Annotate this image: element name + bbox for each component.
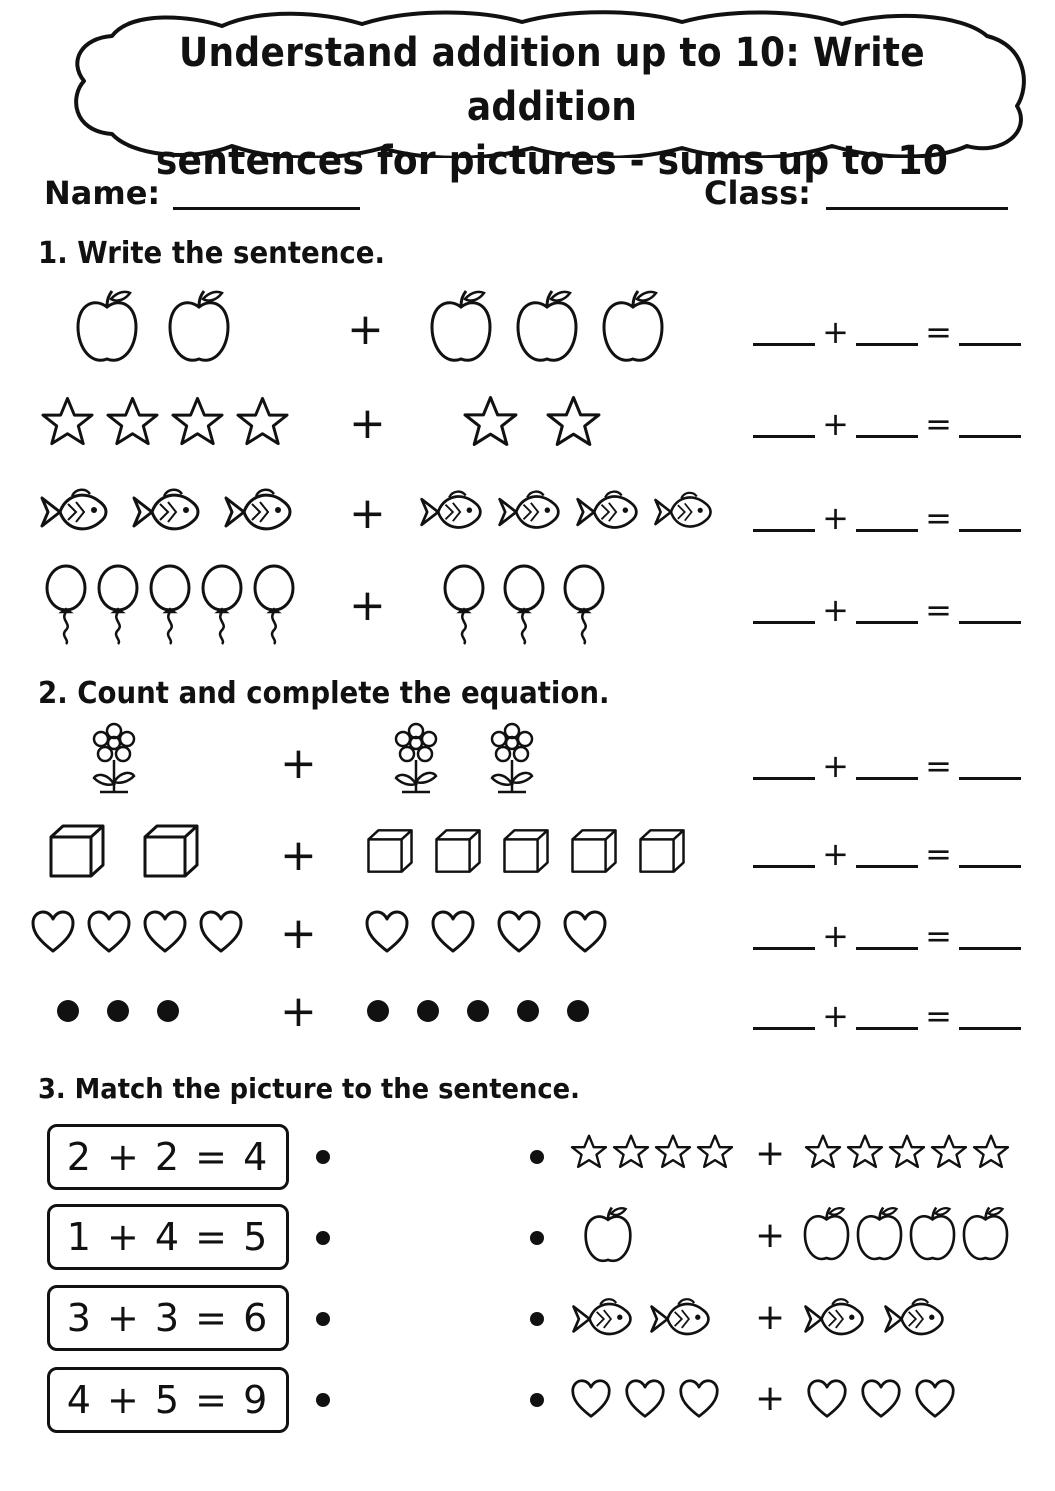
right-group [428, 288, 666, 368]
flower-icon [486, 722, 538, 796]
heart-icon [624, 1378, 666, 1420]
plus-sign: + [280, 986, 317, 1037]
star-icon [930, 1132, 968, 1172]
fish-icon [882, 1294, 946, 1344]
answer-sentence [753, 404, 1021, 444]
heart-icon [496, 909, 542, 955]
star-icon [105, 394, 160, 450]
cube-icon [48, 823, 106, 879]
answer-blank[interactable] [856, 1027, 918, 1030]
match-point-left[interactable] [316, 1231, 330, 1245]
equals-sign: = [925, 591, 952, 629]
heart-icon [430, 909, 476, 955]
match-picture-hearts-left [570, 1378, 720, 1420]
left-group [30, 906, 244, 958]
fish-icon [222, 484, 294, 540]
answer-sentence [753, 996, 1021, 1036]
answer-blank[interactable] [959, 947, 1021, 950]
balloon-icon [440, 564, 488, 646]
answer-blank[interactable] [856, 435, 918, 438]
equals-sign: = [925, 499, 952, 537]
section-3-title: 3. Match the picture to the sentence. [38, 1072, 580, 1105]
balloon-icon [198, 564, 246, 646]
heart-icon [30, 909, 76, 955]
fish-icon [570, 1294, 634, 1344]
section-1-row-fish [0, 482, 1055, 572]
dot-icon [566, 999, 590, 1023]
dot-icon [156, 999, 180, 1023]
match-picture-stars-left [570, 1132, 734, 1172]
cube-icon [502, 825, 550, 877]
plus-sign: + [280, 830, 317, 881]
plus-sign: + [822, 405, 849, 443]
plus-sign: + [347, 304, 384, 355]
title-line-1: Understand addition up to 10: Write addition [179, 30, 925, 130]
answer-blank[interactable] [959, 343, 1021, 346]
match-point-right[interactable] [530, 1150, 544, 1164]
plus-sign: + [822, 499, 849, 537]
plus-sign: + [349, 398, 386, 449]
match-point-right[interactable] [530, 1312, 544, 1326]
heart-icon [570, 1378, 612, 1420]
answer-sentence [753, 746, 1021, 786]
balloon-icon [500, 564, 548, 646]
plus-sign: + [755, 1133, 786, 1174]
flower-icon [88, 722, 140, 796]
cube-icon [366, 825, 414, 877]
star-icon [696, 1132, 734, 1172]
apple-icon [802, 1206, 851, 1264]
fish-icon [652, 484, 714, 540]
left-group [40, 390, 290, 454]
plus-sign: + [755, 1378, 786, 1419]
equals-sign: = [925, 917, 952, 955]
answer-blank[interactable] [959, 435, 1021, 438]
answer-blank[interactable] [959, 529, 1021, 532]
plus-sign: + [822, 835, 849, 873]
star-icon [170, 394, 225, 450]
answer-blank[interactable] [753, 777, 815, 780]
match-picture-hearts-right [806, 1378, 956, 1420]
section-2-row-cubes [0, 822, 1055, 912]
fish-icon [574, 484, 640, 540]
plus-sign: + [822, 591, 849, 629]
section-2-row-hearts [0, 906, 1055, 996]
match-picture-fish-right [802, 1294, 946, 1344]
equals-sign: = [925, 405, 952, 443]
match-picture-apples-right [802, 1206, 1010, 1264]
fish-icon [38, 484, 110, 540]
section-2-row-dots [0, 988, 1055, 1078]
dot-icon [416, 999, 440, 1023]
fish-icon [648, 1294, 712, 1344]
plus-sign: + [280, 738, 317, 789]
answer-sentence [753, 834, 1021, 874]
star-icon [40, 394, 95, 450]
match-point-right[interactable] [530, 1393, 544, 1407]
page-title [120, 26, 984, 188]
star-icon [846, 1132, 884, 1172]
star-icon [654, 1132, 692, 1172]
heart-icon [142, 909, 188, 955]
plus-sign: + [280, 908, 317, 959]
star-icon [545, 393, 602, 451]
equals-sign: = [925, 997, 952, 1035]
heart-icon [562, 909, 608, 955]
plus-sign: + [822, 917, 849, 955]
apple-icon [74, 289, 140, 367]
equals-sign: = [925, 835, 952, 873]
heart-icon [860, 1378, 902, 1420]
answer-sentence [753, 312, 1021, 352]
name-field[interactable] [173, 207, 360, 210]
star-icon [804, 1132, 842, 1172]
apple-icon [166, 289, 232, 367]
heart-icon [678, 1378, 720, 1420]
right-group [418, 482, 714, 542]
answer-sentence [753, 590, 1021, 630]
answer-blank[interactable] [959, 777, 1021, 780]
plus-sign: + [822, 997, 849, 1035]
apple-icon [428, 289, 494, 367]
star-icon [888, 1132, 926, 1172]
match-point-left[interactable] [316, 1393, 330, 1407]
plus-sign: + [349, 580, 386, 631]
left-group [42, 564, 298, 646]
section-1-title: 1. Write the sentence. [38, 236, 385, 271]
apple-icon [855, 1206, 904, 1264]
equals-sign: = [925, 313, 952, 351]
heart-icon [364, 909, 410, 955]
answer-blank[interactable] [856, 865, 918, 868]
class-label: Class: [704, 174, 811, 212]
match-sentence-box[interactable]: 4 + 5 = 9 [47, 1367, 289, 1433]
match-point-left[interactable] [316, 1150, 330, 1164]
name-label: Name: [44, 174, 161, 212]
answer-blank[interactable] [753, 1027, 815, 1030]
equals-sign: = [925, 747, 952, 785]
right-group [440, 564, 608, 646]
apple-icon [514, 289, 580, 367]
match-sentence-box[interactable]: 3 + 3 = 6 [47, 1285, 289, 1351]
answer-blank[interactable] [753, 865, 815, 868]
star-icon [972, 1132, 1010, 1172]
match-picture-stars-right [804, 1132, 1010, 1172]
match-picture-apples-left [582, 1206, 634, 1266]
left-group [88, 722, 140, 796]
fish-icon [418, 484, 484, 540]
balloon-icon [560, 564, 608, 646]
dot-icon [56, 999, 80, 1023]
apple-icon [600, 289, 666, 367]
dot-icon [366, 999, 390, 1023]
answer-blank[interactable] [959, 621, 1021, 624]
plus-sign: + [822, 313, 849, 351]
fish-icon [130, 484, 202, 540]
heart-icon [198, 909, 244, 955]
section-1-row-apples [0, 288, 1055, 378]
answer-sentence [753, 916, 1021, 956]
right-group [462, 390, 602, 454]
answer-blank[interactable] [856, 529, 918, 532]
match-picture-fish-left [570, 1294, 712, 1344]
fish-icon [496, 484, 562, 540]
answer-blank[interactable] [959, 865, 1021, 868]
cube-icon [638, 825, 686, 877]
right-group [364, 906, 608, 958]
cube-icon [142, 823, 200, 879]
match-sentence-box[interactable]: 1 + 4 = 5 [47, 1204, 289, 1270]
section-1-row-balloons [0, 564, 1055, 654]
cube-icon [570, 825, 618, 877]
class-field[interactable] [826, 207, 1008, 210]
balloon-icon [250, 564, 298, 646]
heart-icon [86, 909, 132, 955]
dot-icon [516, 999, 540, 1023]
apple-icon [582, 1206, 634, 1266]
cube-icon [434, 825, 482, 877]
answer-blank[interactable] [959, 1027, 1021, 1030]
right-group [366, 822, 686, 880]
star-icon [612, 1132, 650, 1172]
star-icon [235, 394, 290, 450]
star-icon [570, 1132, 608, 1172]
answer-blank[interactable] [753, 343, 815, 346]
answer-sentence [753, 498, 1021, 538]
dot-icon [466, 999, 490, 1023]
answer-blank[interactable] [856, 343, 918, 346]
heart-icon [806, 1378, 848, 1420]
match-sentence-box[interactable]: 2 + 2 = 4 [47, 1124, 289, 1190]
star-icon [462, 393, 519, 451]
answer-blank[interactable] [856, 947, 918, 950]
balloon-icon [94, 564, 142, 646]
answer-blank[interactable] [856, 777, 918, 780]
balloon-icon [42, 564, 90, 646]
right-group [390, 722, 538, 796]
heart-icon [914, 1378, 956, 1420]
match-point-left[interactable] [316, 1312, 330, 1326]
answer-blank[interactable] [856, 621, 918, 624]
left-group [48, 822, 200, 880]
left-group [38, 482, 294, 542]
dot-icon [106, 999, 130, 1023]
answer-blank[interactable] [753, 947, 815, 950]
flower-icon [390, 722, 442, 796]
balloon-icon [146, 564, 194, 646]
answer-blank[interactable] [753, 435, 815, 438]
answer-blank[interactable] [753, 529, 815, 532]
plus-sign: + [755, 1215, 786, 1256]
title-line-2: sentences for pictures - sums up to 10 [155, 138, 949, 184]
right-group [366, 998, 590, 1024]
section-2-title: 2. Count and complete the equation. [38, 676, 610, 711]
answer-blank[interactable] [753, 621, 815, 624]
fish-icon [802, 1294, 866, 1344]
apple-icon [908, 1206, 957, 1264]
plus-sign: + [755, 1297, 786, 1338]
match-point-right[interactable] [530, 1231, 544, 1245]
plus-sign: + [349, 488, 386, 539]
section-2-row-flowers [0, 722, 1055, 812]
left-group [74, 288, 232, 368]
plus-sign: + [822, 747, 849, 785]
left-group [56, 998, 180, 1024]
section-1-row-stars [0, 390, 1055, 480]
apple-icon [961, 1206, 1010, 1264]
